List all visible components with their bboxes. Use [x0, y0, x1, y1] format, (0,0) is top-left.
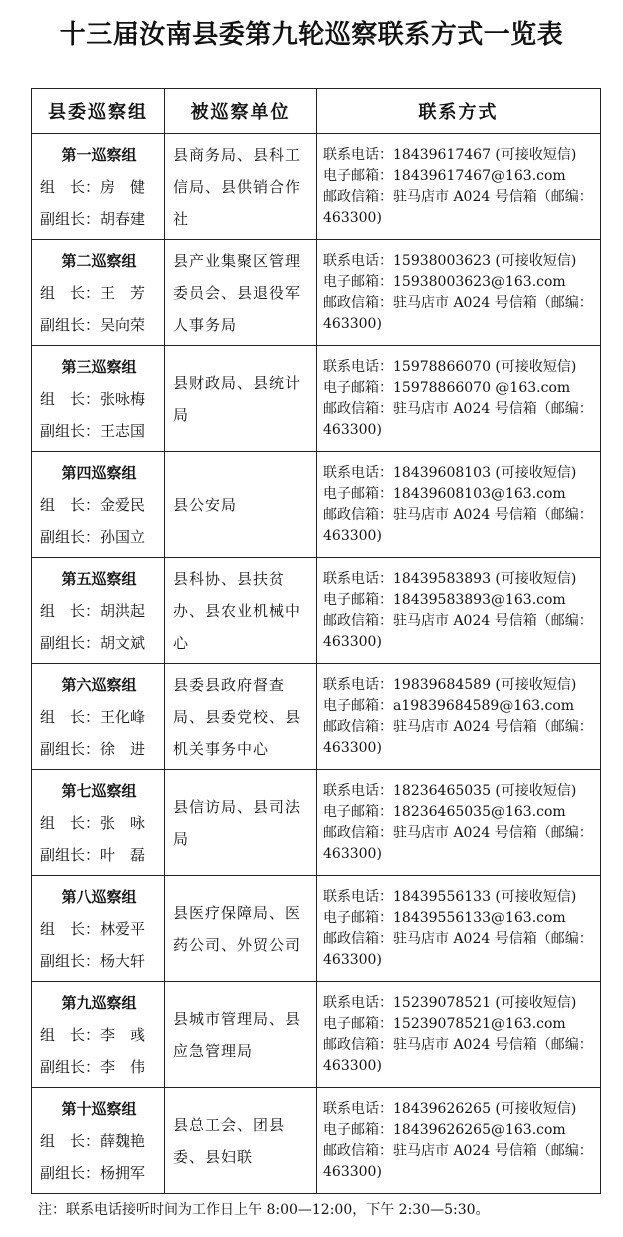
leader-label: 组 长：	[40, 495, 101, 514]
deputy-label: 副组长：	[40, 951, 101, 970]
deputy-label: 副组长：	[40, 421, 101, 440]
group-name: 第八巡察组	[61, 887, 137, 906]
leader-label: 组 长：	[40, 1131, 101, 1150]
header-group: 县委巡察组	[32, 89, 165, 134]
inspected-units: 县商务局、县科工信局、县供销合作社	[165, 134, 317, 240]
contact-table	[31, 88, 601, 1194]
table-row	[32, 346, 601, 452]
leader-line	[40, 913, 158, 945]
leader-name: 王化峰	[100, 707, 146, 726]
deputy-label: 副组长：	[40, 315, 101, 334]
deputy-name: 叶 磊	[100, 845, 146, 864]
group-cell	[32, 240, 165, 346]
mailbox-line: 邮政信箱：驻马店市 A024 号信箱（邮编：463300)	[323, 1036, 593, 1074]
leader-label: 组 长：	[40, 177, 101, 196]
leader-line	[40, 171, 158, 203]
header-unit: 被巡察单位	[165, 89, 317, 134]
table-row	[32, 982, 601, 1088]
table-row	[32, 770, 601, 876]
leader-line	[40, 595, 158, 627]
leader-name: 薛魏艳	[100, 1131, 146, 1150]
table-row	[32, 240, 601, 346]
deputy-name: 徐 进	[100, 739, 146, 758]
deputy-name: 胡文斌	[100, 633, 146, 652]
group-name: 第三巡察组	[61, 357, 137, 376]
leader-name: 张 咏	[100, 813, 146, 832]
deputy-line	[40, 733, 158, 765]
leader-line	[40, 1019, 158, 1051]
header-contact: 联系方式	[317, 89, 601, 134]
phone-line: 联系电话：19839684589 (可接收短信)	[323, 676, 577, 693]
mailbox-line: 邮政信箱：驻马店市 A024 号信箱（邮编：463300)	[323, 1142, 593, 1180]
table-header-row	[32, 89, 601, 134]
leader-name: 金爱民	[100, 495, 146, 514]
group-cell	[32, 452, 165, 558]
phone-line: 联系电话：15938003623 (可接收短信)	[323, 252, 577, 269]
deputy-label: 副组长：	[40, 1163, 101, 1182]
group-cell	[32, 1088, 165, 1194]
email-line: 电子邮箱：18439617467@163.com	[323, 167, 566, 184]
inspected-units: 县财政局、县统计局	[165, 346, 317, 452]
deputy-line	[40, 945, 158, 977]
group-name: 第一巡察组	[61, 145, 137, 164]
group-cell	[32, 982, 165, 1088]
group-name: 第六巡察组	[61, 675, 137, 694]
leader-label: 组 长：	[40, 707, 101, 726]
contact-cell	[317, 876, 601, 982]
phone-line: 联系电话：18439626265 (可接收短信)	[323, 1100, 577, 1117]
inspected-units: 县委县政府督查局、县委党校、县机关事务中心	[165, 664, 317, 770]
phone-line: 联系电话：15978866070 (可接收短信)	[323, 358, 577, 375]
contact-cell	[317, 664, 601, 770]
contact-cell	[317, 770, 601, 876]
leader-line	[40, 1125, 158, 1157]
deputy-label: 副组长：	[40, 1057, 101, 1076]
leader-name: 李 彧	[100, 1025, 146, 1044]
phone-line: 联系电话：18439617467 (可接收短信)	[323, 146, 577, 163]
leader-name: 林爱平	[100, 919, 146, 938]
mailbox-line: 邮政信箱：驻马店市 A024 号信箱（邮编：463300)	[323, 930, 593, 968]
phone-line: 联系电话：18439556133 (可接收短信)	[323, 888, 577, 905]
group-name: 第四巡察组	[61, 463, 137, 482]
deputy-line	[40, 627, 158, 659]
contact-cell	[317, 346, 601, 452]
leader-line	[40, 701, 158, 733]
mailbox-line: 邮政信箱：驻马店市 A024 号信箱（邮编：463300)	[323, 506, 593, 544]
leader-label: 组 长：	[40, 1025, 101, 1044]
group-name: 第二巡察组	[61, 251, 137, 270]
table-row	[32, 134, 601, 240]
email-line: 电子邮箱：15239078521@163.com	[323, 1015, 566, 1032]
inspected-units: 县公安局	[165, 452, 317, 558]
deputy-label: 副组长：	[40, 845, 101, 864]
deputy-name: 孙国立	[100, 527, 146, 546]
group-name: 第五巡察组	[61, 569, 137, 588]
deputy-line	[40, 1051, 158, 1083]
group-cell	[32, 770, 165, 876]
leader-line	[40, 807, 158, 839]
table-row	[32, 452, 601, 558]
table-row	[32, 1088, 601, 1194]
inspected-units: 县信访局、县司法局	[165, 770, 317, 876]
deputy-name: 李 伟	[100, 1057, 146, 1076]
contact-cell	[317, 558, 601, 664]
mailbox-line: 邮政信箱：驻马店市 A024 号信箱（邮编：463300)	[323, 718, 593, 756]
group-cell	[32, 134, 165, 240]
leader-line	[40, 383, 158, 415]
deputy-name: 杨拥军	[100, 1163, 146, 1182]
leader-name: 王 芳	[100, 283, 146, 302]
leader-label: 组 长：	[40, 283, 101, 302]
mailbox-line: 邮政信箱：驻马店市 A024 号信箱（邮编：463300)	[323, 400, 593, 438]
email-line: 电子邮箱：18439626265@163.com	[323, 1121, 566, 1138]
leader-name: 张咏梅	[100, 389, 146, 408]
contact-cell	[317, 982, 601, 1088]
deputy-label: 副组长：	[40, 527, 101, 546]
leader-label: 组 长：	[40, 389, 101, 408]
group-cell	[32, 558, 165, 664]
leader-label: 组 长：	[40, 813, 101, 832]
contact-cell	[317, 240, 601, 346]
inspected-units: 县城市管理局、县应急管理局	[165, 982, 317, 1088]
inspected-units: 县总工会、团县委、县妇联	[165, 1088, 317, 1194]
email-line: 电子邮箱：18439608103@163.com	[323, 485, 566, 502]
leader-name: 胡洪起	[100, 601, 146, 620]
deputy-name: 王志国	[100, 421, 146, 440]
phone-line: 联系电话：18439608103 (可接收短信)	[323, 464, 577, 481]
leader-line	[40, 277, 158, 309]
group-cell	[32, 876, 165, 982]
group-cell	[32, 346, 165, 452]
group-cell	[32, 664, 165, 770]
group-name: 第七巡察组	[61, 781, 137, 800]
deputy-line	[40, 203, 158, 235]
footnote: 注：联系电话接听时间为工作日上午 8:00—12:00，下午 2:30—5:30。	[38, 1202, 490, 1218]
contact-cell	[317, 452, 601, 558]
deputy-line	[40, 839, 158, 871]
contact-cell	[317, 134, 601, 240]
email-line: 电子邮箱：18439556133@163.com	[323, 909, 566, 926]
email-line: 电子邮箱：18439583893@163.com	[323, 591, 566, 608]
email-line: 电子邮箱：18236465035@163.com	[323, 803, 566, 820]
table-row	[32, 876, 601, 982]
email-line: 电子邮箱：15938003623@163.com	[323, 273, 566, 290]
mailbox-line: 邮政信箱：驻马店市 A024 号信箱（邮编：463300)	[323, 294, 593, 332]
table-row	[32, 558, 601, 664]
deputy-label: 副组长：	[40, 209, 101, 228]
mailbox-line: 邮政信箱：驻马店市 A024 号信箱（邮编：463300)	[323, 612, 593, 650]
deputy-line	[40, 415, 158, 447]
group-name: 第九巡察组	[61, 993, 137, 1012]
deputy-label: 副组长：	[40, 633, 101, 652]
inspected-units: 县科协、县扶贫办、县农业机械中心	[165, 558, 317, 664]
deputy-name: 吴向荣	[100, 315, 146, 334]
leader-label: 组 长：	[40, 601, 101, 620]
page-title: 十三届汝南县委第九轮巡察联系方式一览表	[59, 20, 564, 50]
deputy-line	[40, 309, 158, 341]
deputy-label: 副组长：	[40, 739, 101, 758]
phone-line: 联系电话：15239078521 (可接收短信)	[323, 994, 577, 1011]
inspected-units: 县产业集聚区管理委员会、县退役军人事务局	[165, 240, 317, 346]
table-row	[32, 664, 601, 770]
leader-line	[40, 489, 158, 521]
email-line: 电子邮箱：15978866070 @163.com	[323, 379, 571, 396]
contact-cell	[317, 1088, 601, 1194]
phone-line: 联系电话：18439583893 (可接收短信)	[323, 570, 577, 587]
leader-label: 组 长：	[40, 919, 101, 938]
group-name: 第十巡察组	[61, 1099, 137, 1118]
email-line: 电子邮箱：a19839684589@163.com	[323, 697, 575, 714]
mailbox-line: 邮政信箱：驻马店市 A024 号信箱（邮编：463300)	[323, 188, 593, 226]
phone-line: 联系电话：18236465035 (可接收短信)	[323, 782, 577, 799]
leader-name: 房 健	[100, 177, 146, 196]
deputy-line	[40, 521, 158, 553]
mailbox-line: 邮政信箱：驻马店市 A024 号信箱（邮编：463300)	[323, 824, 593, 862]
deputy-line	[40, 1157, 158, 1189]
inspected-units: 县医疗保障局、医药公司、外贸公司	[165, 876, 317, 982]
deputy-name: 胡春建	[100, 209, 146, 228]
deputy-name: 杨大轩	[100, 951, 146, 970]
